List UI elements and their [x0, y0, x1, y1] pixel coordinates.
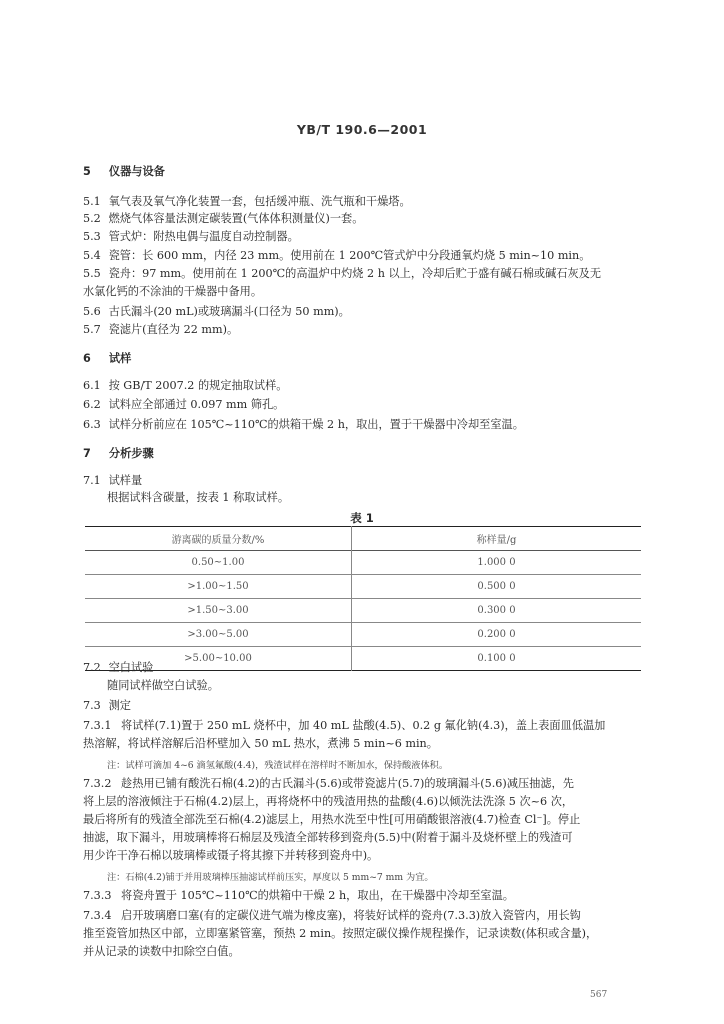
paragraph-line: 5.5 瓷舟：97 mm。使用前在 1 200℃的高温炉中灼烧 2 h 以上，冷却后贮于盛有碱石棉或碱石灰及无 [83, 267, 602, 280]
paragraph-line: 6.2 试料应全部通过 0.097 mm 筛孔。 [83, 398, 285, 411]
table-row [85, 623, 641, 647]
paragraph-line: 7.3.1 将试样(7.1)置于 250 mL 烧杯中，加 40 mL 盐酸(4.5)、0.2 g 氟化钠(4.3)，盖上表面皿低温加 [83, 719, 606, 732]
table-cell: >3.00~5.00 [85, 623, 352, 647]
paragraph-line: 并从记录的读数中扣除空白值。 [83, 945, 240, 958]
table-row [85, 551, 641, 575]
paragraph-line: 6.3 试样分析前应在 105℃~110℃的烘箱干燥 2 h，取出，置于干燥器中冷却至室温。 [83, 418, 524, 431]
table-cell: 0.300 0 [477, 605, 516, 616]
table-row [85, 599, 641, 623]
note-line: 注：石棉(4.2)铺于并用玻璃棒压抽滤试样前压实，厚度以 5 mm~7 mm 为宜。 [107, 872, 434, 883]
table-cell: 0.200 0 [477, 629, 516, 640]
paragraph-line: 根据试料含碳量，按表 1 称取试样。 [107, 491, 290, 504]
section-heading: 5 仪器与设备 [83, 165, 165, 178]
section-heading: 6 试样 [83, 352, 132, 365]
table-header-row [85, 527, 641, 551]
paragraph-line: 7.3.2 趁热用已铺有酸洗石棉(4.2)的古氏漏斗(5.6)或带瓷滤片(5.7)的玻璃漏斗(5.6)减压抽滤，先 [83, 777, 574, 790]
paragraph-line: 抽滤，取下漏斗，用玻璃棒将石棉层及残渣全部转移到瓷舟(5.5)中(附着于漏斗及烧杯壁上的残渣可 [83, 831, 573, 844]
table-cell: 0.100 0 [477, 653, 516, 664]
table-header-cell: 游离碳的质量分数/% [85, 527, 352, 551]
page-number: 567 [590, 990, 608, 1000]
paragraph-line: 7.3 测定 [83, 699, 131, 712]
paragraph-line: 5.6 古氏漏斗(20 mL)或玻璃漏斗(口径为 50 mm)。 [83, 305, 350, 318]
table-cell: 1.000 0 [477, 557, 516, 568]
sample-mass-table [85, 526, 641, 671]
note-line: 注：试样可滴加 4~6 滴氢氟酸(4.4)，残渣试样在溶样时不断加水，保持酸液体积。 [107, 760, 449, 771]
paragraph-line: 5.4 瓷管：长 600 mm，内径 23 mm。使用前在 1 200℃管式炉中分段通氧灼烧 5 min~10 min。 [83, 249, 591, 262]
paragraph-line: 7.1 试样量 [83, 474, 143, 487]
section-heading: 7 分析步骤 [83, 447, 154, 460]
paragraph-line: 7.3.4 启开玻璃磨口塞(有的定碳仪进气端为橡皮塞)，将装好试样的瓷舟(7.3.3)放入瓷管内，用长钩 [83, 909, 581, 922]
paragraph-line: 将上层的溶液倾注于石棉(4.2)层上，再将烧杯中的残渣用热的盐酸(4.6)以倾洗法洗涤 5 次~6 次， [83, 795, 574, 808]
paragraph-line: 7.2 空白试验 [83, 661, 154, 674]
table-cell: 0.500 0 [477, 581, 516, 592]
paragraph-line: 5.3 管式炉：附热电偶与温度自动控制器。 [83, 230, 299, 243]
table-cell: >1.00~1.50 [85, 575, 352, 599]
page-header: YB/T 190.6—2001 [296, 122, 428, 137]
paragraph-line: 用少许干净石棉以玻璃棒或镊子将其擦下并转移到瓷舟中)。 [83, 849, 379, 862]
table-row [85, 575, 641, 599]
paragraph-line: 5.2 燃烧气体容量法测定碳装置(气体体积测量仪)一套。 [83, 212, 364, 225]
paragraph-line: 热溶解，将试样溶解后沿杯壁加入 50 mL 热水，煮沸 5 min~6 min。 [83, 737, 438, 750]
paragraph-line: 水氯化钙的不涂油的干燥器中备用。 [83, 285, 263, 298]
table-cell: 0.50~1.00 [85, 551, 352, 575]
paragraph-line: 推至瓷管加热区中部，立即塞紧管塞，预热 2 min。按照定碳仪操作规程操作，记录读数(体积或含量)， [83, 927, 598, 940]
paragraph-line: 6.1 按 GB/T 2007.2 的规定抽取试样。 [83, 379, 288, 392]
table-cell: >5.00~10.00 [85, 647, 352, 671]
table-title: 表 1 [350, 511, 374, 525]
paragraph-line: 5.7 瓷滤片(直径为 22 mm)。 [83, 323, 239, 336]
paragraph-line: 随同试样做空白试验。 [107, 679, 219, 692]
paragraph-line: 最后将所有的残渣全部洗至石棉(4.2)滤层上，用热水洗至中性[可用硝酸银溶液(4.7)检查 Cl⁻]。停止 [83, 813, 581, 826]
table-cell: >1.50~3.00 [85, 599, 352, 623]
paragraph-line: 5.1 氧气表及氧气净化装置一套，包括缓冲瓶、洗气瓶和干燥塔。 [83, 195, 411, 208]
table-header-cell: 称样量/g [476, 535, 517, 546]
paragraph-line: 7.3.3 将瓷舟置于 105℃~110℃的烘箱中干燥 2 h，取出，在干燥器中冷却至室温。 [83, 889, 514, 902]
